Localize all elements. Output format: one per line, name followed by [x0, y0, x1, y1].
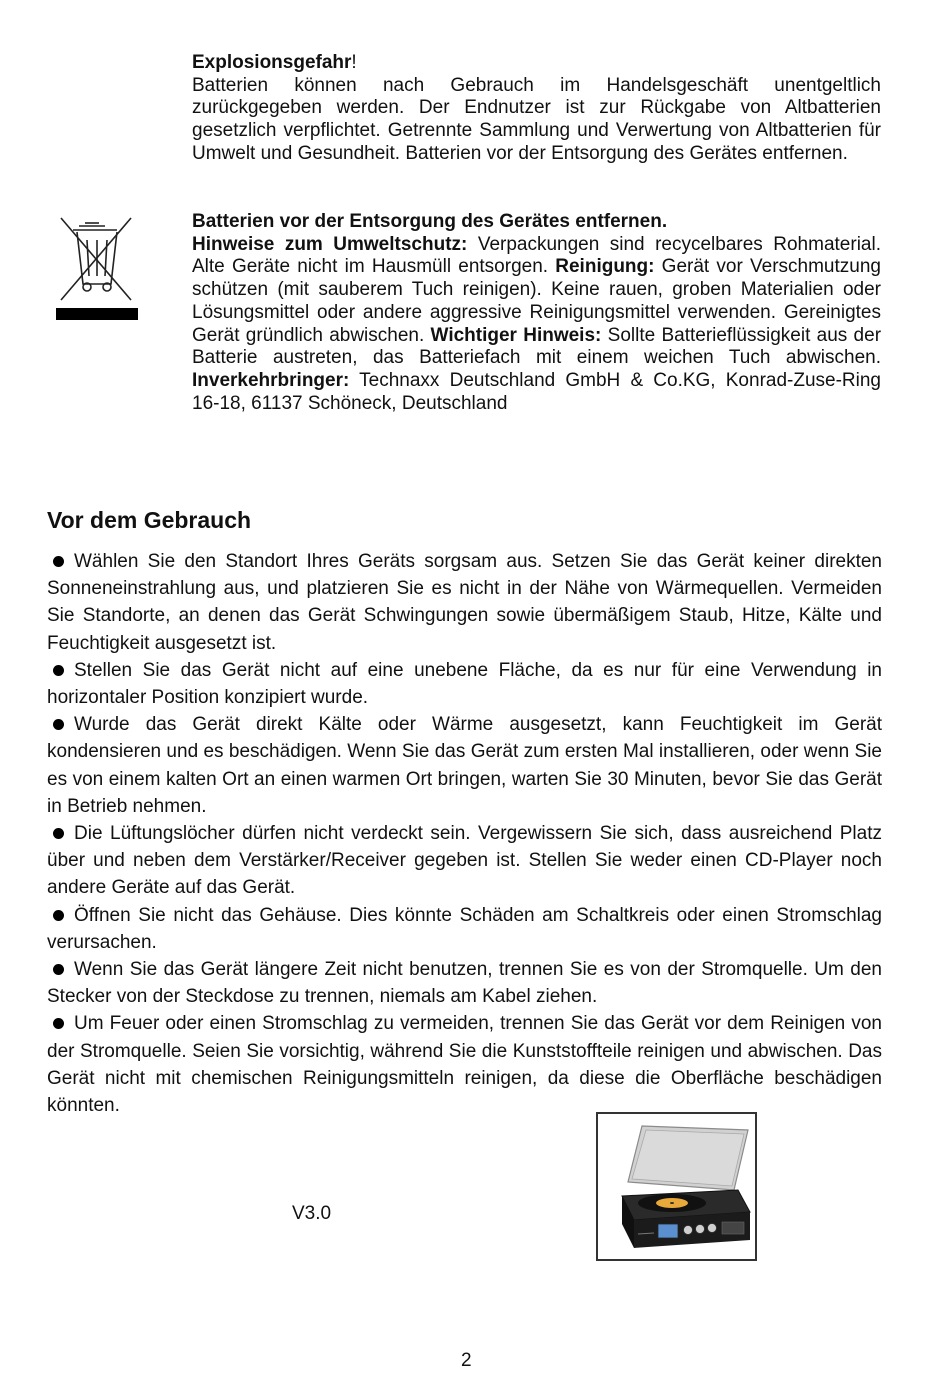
product-image-frame	[596, 1112, 757, 1261]
section-heading: Vor dem Gebrauch	[47, 507, 252, 533]
list-item-text: Wenn Sie das Gerät längere Zeit nicht benutzen, trennen Sie es von der Stromquelle. Um den Stecker von der Steckdose zu trennen, niemals am Kabel ziehen.	[47, 959, 882, 1008]
bullet-icon	[53, 556, 64, 567]
list-item	[47, 1010, 882, 1119]
list-item	[47, 820, 882, 902]
bullet-icon	[53, 719, 64, 730]
bullet-icon	[53, 1018, 64, 1029]
list-item	[47, 902, 882, 956]
crossed-out-wheelie-bin-icon	[55, 214, 139, 322]
list-item	[47, 711, 882, 820]
list-item	[47, 548, 882, 657]
battery-return-text: Batterien können nach Gebrauch im Handelsgeschäft unentgeltlich zurückgegeben werden. Der Endnutzer ist zur Rückgabe von Altbatterien gesetzlich verpflichtet. Getrennte Sammlung und Verwertung von Altbatterien für Umwelt und Gesundheit. Batterien vor der Entsorgung des Gerätes entfernen.	[192, 74, 881, 164]
list-item	[47, 657, 882, 711]
cleaning-text: Gerät vor Verschmutzung schützen (mit sauberem Tuch reinigen). Keine rauen, groben Materialien oder Lösungsmittel oder andere aggressive Reinigungsmittel verwenden. Gereinigtes Gerät gründlich abwischen.	[192, 256, 881, 346]
distributor-label: Inverkehrbringer:	[192, 369, 350, 391]
list-item-text: Die Lüftungslöcher dürfen nicht verdeckt sein. Vergewissern Sie sich, dass ausreichend Platz über und neben dem Verstärker/Receiver gegeben ist. Stellen Sie weder einen CD-Player noch andere Geräte auf das Gerät.	[47, 823, 882, 899]
environment-notice	[192, 211, 881, 415]
page-number: 2	[461, 1350, 472, 1371]
battery-notice-text	[192, 52, 881, 166]
battery-notice	[192, 52, 881, 189]
bullet-icon	[53, 828, 64, 839]
bullet-icon	[53, 910, 64, 921]
distributor-text: Technaxx Deutschland GmbH & Co.KG, Konrad-Zuse-Ring 16-18, 61137 Schöneck, Deutschland	[192, 369, 881, 414]
list-item-text: Wurde das Gerät direkt Kälte oder Wärme ausgesetzt, kann Feuchtigkeit im Gerät kondensieren und es beschädigen. Wenn Sie das Gerät zum ersten Mal installieren, oder wenn Sie es von einem kalten Ort an einen warmen Ort bringen, warten Sie 30 Minuten, bevor Sie das Gerät in Betrieb nehmen.	[47, 714, 882, 817]
battery-removal-heading: Batterien vor der Entsorgung des Gerätes entfernen.	[192, 211, 668, 232]
explosion-warning-punct: !	[351, 52, 357, 73]
precautions-list	[47, 548, 882, 1119]
bullet-icon	[53, 964, 64, 975]
version-label: V3.0	[292, 1203, 332, 1224]
list-item-text: Wählen Sie den Standort Ihres Geräts sorgsam aus. Setzen Sie das Gerät keiner direkten Sonneneinstrahlung aus, und platzieren Sie es nicht in der Nähe von Wärmequellen. Vermeiden Sie Standorte, an denen das Gerät Schwingungen sowie übermäßigem Staub, Hitze, Kälte und Feuchtigkeit ausgesetzt ist.	[47, 551, 882, 654]
list-item-text: Um Feuer oder einen Stromschlag zu vermeiden, trennen Sie das Gerät vor dem Reinigen von der Stromquelle. Seien Sie vorsichtig, während Sie die Kunststoffteile reinigen und abwischen. Das Gerät nicht mit chemischen Reinigungsmitteln reinigen, da diese die Oberfläche beschädigen könnten.	[47, 1013, 882, 1117]
important-note-label: Wichtiger Hinweis:	[430, 324, 602, 346]
list-item-text: Öffnen Sie nicht das Gehäuse. Dies könnte Schäden am Schaltkreis oder einen Stromschlag verursachen.	[47, 904, 882, 953]
list-item	[47, 956, 882, 1010]
list-item-text: Stellen Sie das Gerät nicht auf eine unebene Fläche, da es nur für eine Verwendung in horizontaler Position konzipiert wurde.	[47, 659, 882, 709]
turntable-product-image	[598, 1114, 755, 1259]
cleaning-label: Reinigung:	[555, 256, 655, 278]
bullet-icon	[53, 665, 64, 676]
important-note-text: Sollte Batterieflüssigkeit aus der Batterie austreten, das Batteriefach mit einem weichen Tuch abwischen.	[192, 324, 882, 369]
explosion-warning-heading: Explosionsgefahr	[192, 52, 352, 73]
env-protection-text: Verpackungen sind recycelbares Rohmaterial. Alte Geräte nicht im Hausmüll entsorgen.	[192, 233, 881, 278]
env-protection-label: Hinweise zum Umweltschutz:	[192, 233, 468, 255]
